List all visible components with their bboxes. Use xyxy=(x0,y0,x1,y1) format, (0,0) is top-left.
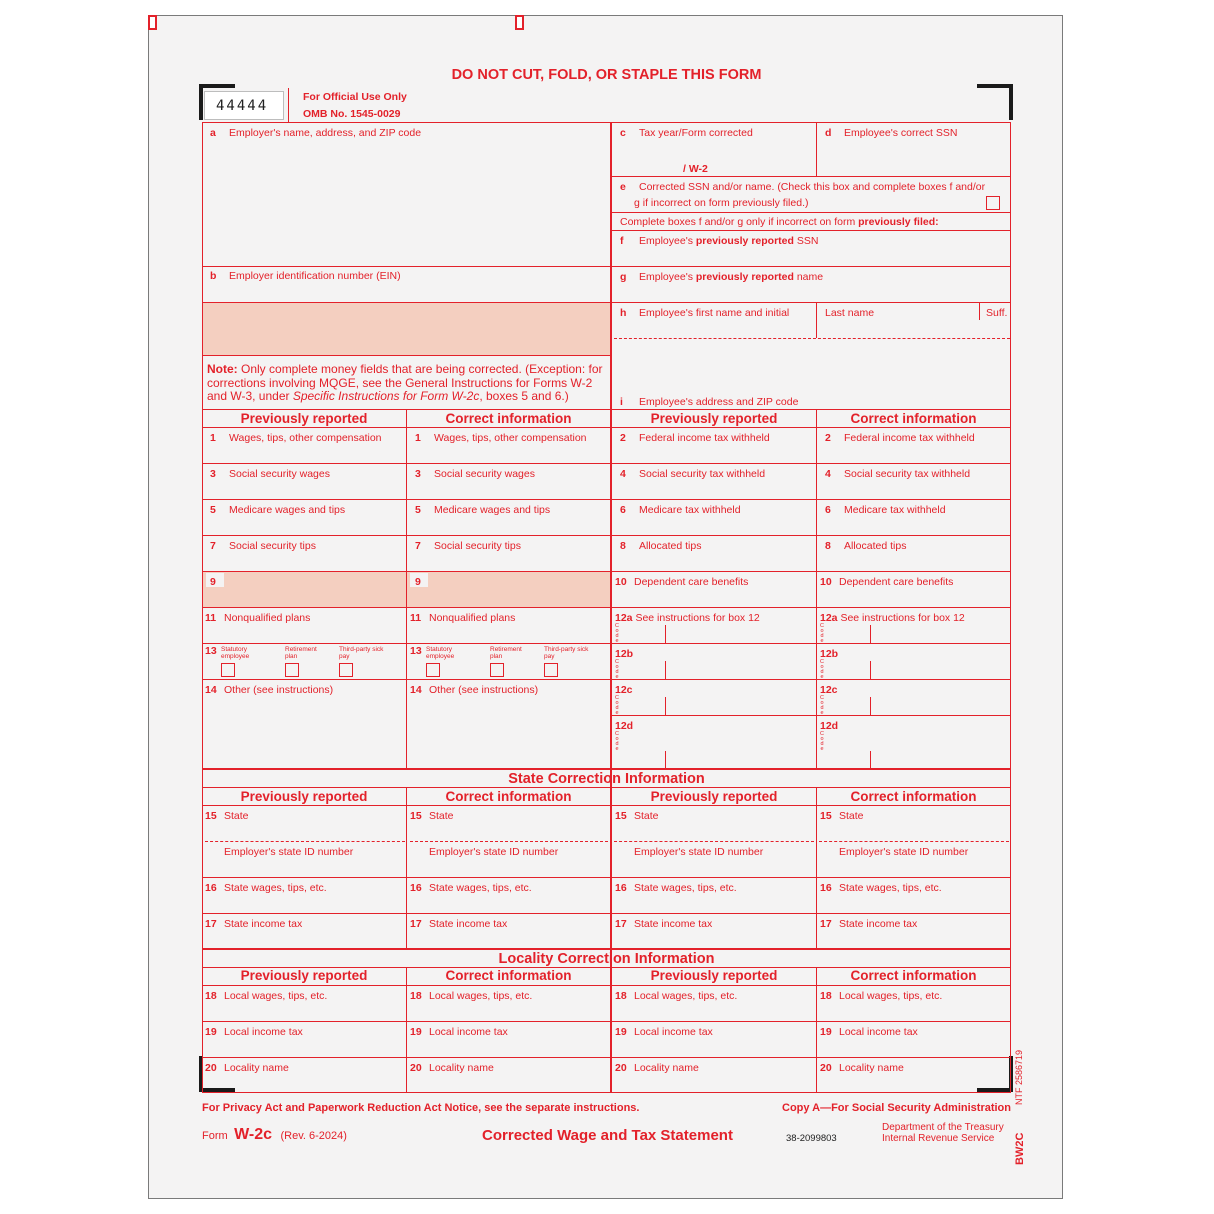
box-14-prev: 14 Other (see instructions) xyxy=(205,684,334,696)
side-form-code: BW2C xyxy=(1014,1132,1026,1165)
box-20-prev-2: 20 Locality name xyxy=(615,1062,699,1074)
box-17-corr-1: 17 State income tax xyxy=(410,918,508,930)
box-c-suffix: / W-2 xyxy=(683,163,708,175)
cat-number: 38-2099803 xyxy=(786,1133,837,1144)
box-12a-prev: 12a See instructions for box 12 xyxy=(615,612,760,624)
box-11-prev: 11 Nonqualified plans xyxy=(205,612,311,624)
note-text: Note: Only complete money fields that are being corrected. (Exception: for corrections involving MQGE, see the General Instructions for Forms W-2 and W-3, under Specific Instructions for Form W-2c, boxes 5 and 6.) xyxy=(207,362,603,403)
box-e-label-2: g if incorrect on form previously filed.) xyxy=(634,197,809,209)
box-h-label: h Employee's first name and initial xyxy=(620,307,790,319)
box-17-prev-2: 17 State income tax xyxy=(615,918,713,930)
box-16-prev-1: 16 State wages, tips, etc. xyxy=(205,882,327,894)
corner-mark-tl xyxy=(199,84,235,88)
state-col-prev-1: Previously reported xyxy=(240,789,368,804)
box-12a-corr: 12a See instructions for box 12 xyxy=(820,612,965,624)
state-col-corr-2: Correct information xyxy=(850,789,977,804)
crop-mark-center xyxy=(515,15,524,30)
box-3-prev: 3 Social security wages xyxy=(210,468,330,480)
box-b-label: b Employer identification number (EIN) xyxy=(210,270,401,282)
box-19-corr-2: 19 Local income tax xyxy=(820,1026,918,1038)
box-5-corr: 5 Medicare wages and tips xyxy=(415,504,551,516)
box-12b-corr: 12b xyxy=(820,648,839,660)
box-12c-corr: 12c xyxy=(820,684,838,696)
state-id-corr-2: Employer's state ID number xyxy=(839,846,969,858)
box-7-corr: 7 Social security tips xyxy=(415,540,521,552)
box-14-corr: 14 Other (see instructions) xyxy=(410,684,539,696)
omb-number: OMB No. 1545-0029 xyxy=(303,108,401,120)
box13-retirement-checkbox-corr[interactable] xyxy=(490,663,504,677)
box-20-prev-1: 20 Locality name xyxy=(205,1062,289,1074)
box-7-prev: 7 Social security tips xyxy=(210,540,316,552)
box-g-label: g Employee's previously reported name xyxy=(620,271,824,283)
form-id: Form W-2c (Rev. 6-2024) xyxy=(202,1126,347,1143)
box-18-prev-1: 18 Local wages, tips, etc. xyxy=(205,990,328,1002)
box13-thirdparty-checkbox-prev[interactable] xyxy=(339,663,353,677)
box-15-prev-1: 15 State xyxy=(205,810,249,822)
box-10-corr: 10 Dependent care benefits xyxy=(820,576,954,588)
code-label-12a-prev: C o d e xyxy=(615,623,619,644)
box13-retirement-checkbox-prev[interactable] xyxy=(285,663,299,677)
box-4-corr: 4 Social security tax withheld xyxy=(825,468,971,480)
box-17-prev-1: 17 State income tax xyxy=(205,918,303,930)
box-18-corr-1: 18 Local wages, tips, etc. xyxy=(410,990,533,1002)
box-10-prev: 10 Dependent care benefits xyxy=(615,576,749,588)
side-code: NTF 2586719 xyxy=(1014,1049,1024,1105)
box13-retirement-label-corr: Retirement plan xyxy=(490,646,522,660)
box-16-prev-2: 16 State wages, tips, etc. xyxy=(615,882,737,894)
form-name: W-2c xyxy=(234,1126,273,1143)
state-id-prev-1: Employer's state ID number xyxy=(224,846,354,858)
state-id-corr-1: Employer's state ID number xyxy=(429,846,559,858)
col-head-corr-2: Correct information xyxy=(850,411,977,426)
box-12d-corr: 12d xyxy=(820,720,839,732)
col-head-prev-1: Previously reported xyxy=(240,411,368,426)
state-id-prev-2: Employer's state ID number xyxy=(634,846,764,858)
state-col-corr-1: Correct information xyxy=(445,789,572,804)
state-section-title: State Correction Information xyxy=(508,771,705,787)
col-head-corr-1: Correct information xyxy=(445,411,572,426)
locality-col-corr-1: Correct information xyxy=(445,968,572,983)
box-2-corr: 2 Federal income tax withheld xyxy=(825,432,975,444)
code-label-12c-prev: C o d e xyxy=(615,695,619,716)
shaded-area-top xyxy=(203,303,610,355)
code-label-12b-prev: C o d e xyxy=(615,659,619,680)
state-col-prev-2: Previously reported xyxy=(650,789,778,804)
dept-treasury: Department of the Treasury Internal Revenue Service xyxy=(882,1122,1004,1144)
box-i-label: i Employee's address and ZIP code xyxy=(620,396,799,408)
code-label-12b-corr: C o d e xyxy=(820,659,824,680)
box-8-prev: 8 Allocated tips xyxy=(620,540,702,552)
box-e-label: e Corrected SSN and/or name. (Check this box and complete boxes f and/or xyxy=(620,181,986,193)
corner-mark-tr xyxy=(977,84,1013,88)
box-12c-prev: 12c xyxy=(615,684,633,696)
box-6-prev: 6 Medicare tax withheld xyxy=(620,504,741,516)
locality-col-corr-2: Correct information xyxy=(850,968,977,983)
box13-statutory-label-corr: Statutory employee xyxy=(426,646,455,660)
box-15-prev-2: 15 State xyxy=(615,810,659,822)
box-e-checkbox[interactable] xyxy=(986,196,1000,210)
box-9-corr: 9 xyxy=(415,576,421,588)
privacy-notice: For Privacy Act and Paperwork Reduction Act Notice, see the separate instructions. xyxy=(202,1102,640,1114)
box-f-label: f Employee's previously reported SSN xyxy=(620,235,819,247)
box-9-prev: 9 xyxy=(210,576,216,588)
form-title: Corrected Wage and Tax Statement xyxy=(482,1127,733,1144)
box13-statutory-label-prev: Statutory employee xyxy=(221,646,250,660)
box-h-suffix: Suff. xyxy=(986,307,1008,319)
box-d-label: d Employee's correct SSN xyxy=(825,127,958,139)
box-c-label: c Tax year/Form corrected xyxy=(620,127,753,139)
box-13-prev: 13 xyxy=(205,645,217,657)
box-19-prev-1: 19 Local income tax xyxy=(205,1026,303,1038)
crop-mark-left xyxy=(148,15,157,30)
box-5-prev: 5 Medicare wages and tips xyxy=(210,504,346,516)
box-h-last-name: Last name xyxy=(825,307,875,319)
locality-col-prev-2: Previously reported xyxy=(650,968,778,983)
code-label-12d-corr: C o d e xyxy=(820,731,824,752)
copy-a-label: Copy A—For Social Security Administration xyxy=(782,1102,1011,1114)
do-not-cut-warning: DO NOT CUT, FOLD, OR STAPLE THIS FORM xyxy=(451,67,762,83)
box-9-shade-prev xyxy=(203,572,406,607)
box-12d-prev: 12d xyxy=(615,720,634,732)
box-19-corr-1: 19 Local income tax xyxy=(410,1026,508,1038)
box-2-prev: 2 Federal income tax withheld xyxy=(620,432,770,444)
box-a-label: a Employer's name, address, and ZIP code xyxy=(210,127,422,139)
locality-section-title: Locality Correction Information xyxy=(498,951,715,967)
code-label-12d-prev: C o d e xyxy=(615,731,619,752)
code-label-12c-corr: C o d e xyxy=(820,695,824,716)
box-16-corr-2: 16 State wages, tips, etc. xyxy=(820,882,942,894)
box-13-corr: 13 xyxy=(410,645,422,657)
box-1-corr: 1 Wages, tips, other compensation xyxy=(415,432,587,444)
box-20-corr-2: 20 Locality name xyxy=(820,1062,904,1074)
box-17-corr-2: 17 State income tax xyxy=(820,918,918,930)
box-8-corr: 8 Allocated tips xyxy=(825,540,907,552)
col-head-prev-2: Previously reported xyxy=(650,411,778,426)
locality-col-prev-1: Previously reported xyxy=(240,968,368,983)
box13-thirdparty-label-prev: Third-party sick pay xyxy=(339,646,384,660)
official-use-label: For Official Use Only xyxy=(303,91,407,103)
box-12b-prev: 12b xyxy=(615,648,634,660)
box-9-shade-corr xyxy=(407,572,610,607)
box13-thirdparty-checkbox-corr[interactable] xyxy=(544,663,558,677)
box-15-corr-1: 15 State xyxy=(410,810,454,822)
form-code: 44444 xyxy=(216,98,269,114)
box-20-corr-1: 20 Locality name xyxy=(410,1062,494,1074)
code-label-12a-corr: C o d e xyxy=(820,623,824,644)
box-1-prev: 1 Wages, tips, other compensation xyxy=(210,432,382,444)
box13-retirement-label-prev: Retirement plan xyxy=(285,646,317,660)
box13-statutory-checkbox-prev[interactable] xyxy=(221,663,235,677)
box-16-corr-1: 16 State wages, tips, etc. xyxy=(410,882,532,894)
box-3-corr: 3 Social security wages xyxy=(415,468,535,480)
box-11-corr: 11 Nonqualified plans xyxy=(410,612,516,624)
box-15-corr-2: 15 State xyxy=(820,810,864,822)
box-18-corr-2: 18 Local wages, tips, etc. xyxy=(820,990,943,1002)
box-19-prev-2: 19 Local income tax xyxy=(615,1026,713,1038)
fg-note: Complete boxes f and/or g only if incorrect on form previously filed: xyxy=(620,216,939,228)
box-18-prev-2: 18 Local wages, tips, etc. xyxy=(615,990,738,1002)
box-4-prev: 4 Social security tax withheld xyxy=(620,468,766,480)
box13-thirdparty-label-corr: Third-party sick pay xyxy=(544,646,589,660)
box-6-corr: 6 Medicare tax withheld xyxy=(825,504,946,516)
box13-statutory-checkbox-corr[interactable] xyxy=(426,663,440,677)
